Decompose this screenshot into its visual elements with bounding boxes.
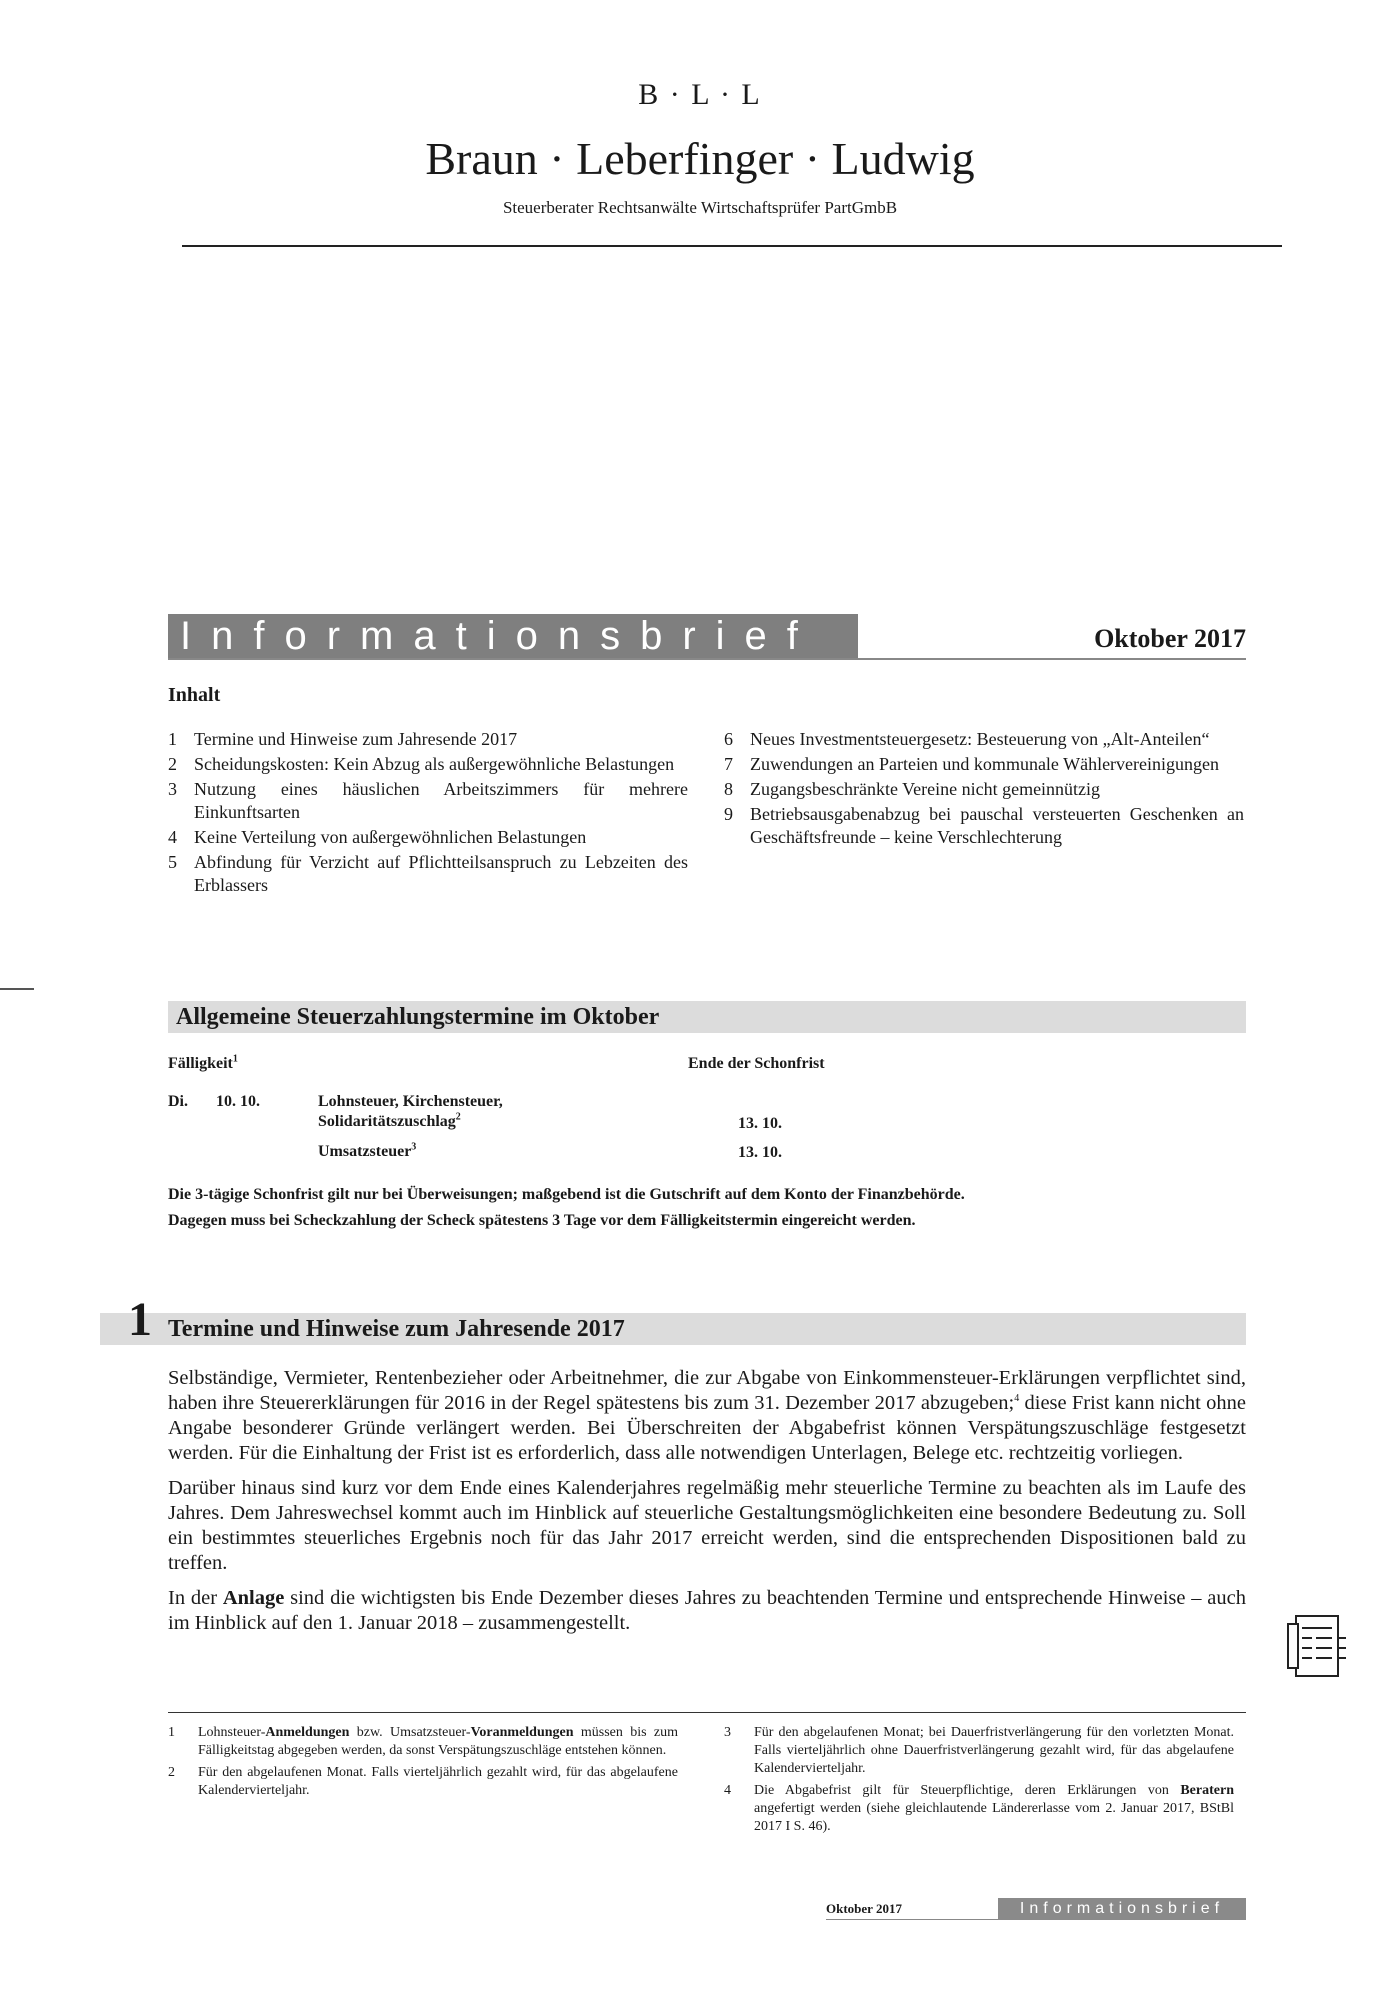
newsletter-date: Oktober 2017 (1094, 624, 1246, 653)
footnote-ref[interactable]: 3 (411, 1141, 417, 1153)
footnote-ref[interactable]: 4 (1014, 1393, 1020, 1405)
contents-item-number: 6 (724, 729, 733, 749)
footnote-number: 4 (724, 1783, 731, 1798)
contents-item[interactable] (168, 778, 688, 824)
tax-row-1-grace-date: 13. 10. (738, 1115, 782, 1132)
footnote-number: 1 (168, 1725, 175, 1740)
contents-item-text: Abfindung für Verzicht auf Pflichtteilsanspruch zu Lebzeiten des Erblassers (194, 852, 688, 895)
tax-row-2-label: Umsatzsteuer (318, 1143, 412, 1160)
paragraph-text: sind die wichtigsten bis Ende Dezember dieses Jahres zu beachtenden Termine und entsprechende Hinweise – auch im Hinblick auf den 1. Januar 2018 – zusammengestellt. (168, 1587, 1246, 1634)
footer-divider (826, 1919, 998, 1920)
contents-item[interactable] (168, 753, 688, 776)
letterhead-divider (182, 245, 1282, 247)
contents-item[interactable] (724, 753, 1244, 776)
contents-item-number: 8 (724, 779, 733, 799)
paragraph-text: diese Frist kann nicht ohne Angabe besonderer Gründe verlängert werden. Bei Überschreiten der Abgabefrist können Verspätungszuschläge festgesetzt werden. Für die Einhaltung der Frist ist es erforderlich, dass alle notwendigen Unterlagen, Belege etc. rechtzeitig vorliegen. (168, 1392, 1246, 1464)
tax-dates-heading: Allgemeine Steuerzahlungstermine im Oktober (176, 1004, 660, 1030)
letterhead-firm-name: Braun · Leberfinger · Ludwig (425, 133, 975, 184)
footnote-text: Die Abgabefrist gilt für Steuerpflichtige, deren Erklärungen von Beratern angefertigt werden (siehe gleichlautende Ländererlasse vom 2. Januar 2017, BStBl 2017 I S. 46). (754, 1783, 1234, 1834)
footnotes-divider (168, 1712, 1246, 1713)
tax-row-1-label: Solidaritätszuschlag (318, 1113, 456, 1130)
footer-date: Oktober 2017 (826, 1901, 902, 1916)
due-weekday: Di. (168, 1093, 188, 1110)
tax-row-2-grace-date: 13. 10. (738, 1144, 782, 1161)
contents-item[interactable] (724, 728, 1244, 751)
footnote-text: Für den abgelaufenen Monat; bei Dauerfristverlängerung für den vorletzten Monat. Falls vierteljährlich ohne Dauerfristverlängerung gezahlt wird, für das abgelaufene Kalendervierteljahr. (754, 1725, 1234, 1776)
attachment-reference: Anlage (222, 1587, 285, 1609)
footnote-number: 3 (724, 1725, 731, 1740)
contents-right-column (724, 728, 1244, 851)
margin-fold-mark (0, 988, 34, 990)
tax-row-2 (318, 1143, 416, 1161)
contents-item-text: Neues Investmentsteuergesetz: Besteuerung von „Alt-Anteilen“ (750, 729, 1210, 749)
paragraph-text: Selbständige, Vermieter, Rentenbezieher oder Arbeitnehmer, die zur Abgabe von Einkommensteuer-Erklärungen verpflichtet sind, haben ihre Steuererklärungen für 2016 in der Regel spätestens bis zum 31. Dezember 2017 abzugeben; (168, 1367, 1246, 1414)
grace-period-note (168, 1182, 1246, 1234)
footnote-text: Für den abgelaufenen Monat. Falls vierteljährlich gezahlt wird, für das abgelaufene Kalendervierteljahr. (198, 1765, 678, 1798)
grace-period-note-line-2: Dagegen muss bei Scheckzahlung der Scheck spätestens 3 Tage vor dem Fälligkeitstermin eingereicht werden. (168, 1212, 916, 1229)
contents-item-number: 3 (168, 779, 177, 799)
footnotes-right-column (724, 1724, 1234, 1840)
contents-item-text: Nutzung eines häuslichen Arbeitszimmers für mehrere Einkunftsarten (194, 779, 688, 822)
section-1-number: 1 (128, 1293, 152, 1346)
newsletter-banner: Informationsbrief (168, 614, 858, 658)
footnotes-left-column (168, 1724, 678, 1804)
footnote-1 (168, 1724, 678, 1760)
contents-item-text: Keine Verteilung von außergewöhnlichen Belastungen (194, 827, 587, 847)
section-1-paragraph-3 (168, 1586, 1246, 1636)
contents-item-text: Scheidungskosten: Kein Abzug als außergewöhnliche Belastungen (194, 754, 675, 774)
tax-row-1-line-1: Lohnsteuer, Kirchensteuer, (318, 1093, 503, 1110)
footnote-3 (724, 1724, 1234, 1778)
contents-item-number: 2 (168, 754, 177, 774)
grace-period-column-header: Ende der Schonfrist (688, 1055, 825, 1072)
section-1-paragraph-1 (168, 1366, 1246, 1466)
section-1-paragraph-2: Darüber hinaus sind kurz vor dem Ende eines Kalenderjahres regelmäßig mehr steuerliche Termine zu beachten als im Laufe des Jahres. Dem Jahreswechsel kommt auch im Hinblick auf steuerliche Gestaltungsmöglichkeiten eine besondere Bedeutung zu. Soll ein bestimmtes steuerliches Ergebnis noch für das Jahr 2017 erreicht werden, sind die entsprechenden Dispositionen bald zu treffen. (168, 1477, 1246, 1574)
contents-item[interactable] (168, 826, 688, 849)
contents-title: Inhalt (168, 684, 221, 706)
due-date-column-header (168, 1055, 238, 1073)
contents-item[interactable] (168, 728, 688, 751)
footnote-ref[interactable]: 1 (232, 1053, 238, 1065)
letterhead-initials: B · L · L (638, 78, 762, 111)
contents-item[interactable] (724, 803, 1244, 849)
grace-period-note-line-1: Die 3-tägige Schonfrist gilt nur bei Überweisungen; maßgebend ist die Gutschrift auf dem Konto der Finanzbehörde. (168, 1186, 965, 1203)
footer-brand: Informationsbrief (998, 1898, 1246, 1920)
footnote-number: 2 (168, 1765, 175, 1780)
contents-item-text: Zugangsbeschränkte Vereine nicht gemeinnützig (750, 779, 1101, 799)
footnote-text: Lohnsteuer-Anmeldungen bzw. Umsatzsteuer-Voranmeldungen müssen bis zum Fälligkeitstag abgegeben werden, da sonst Verspätungszuschläge entstehen können. (198, 1725, 678, 1758)
section-1-heading: Termine und Hinweise zum Jahresende 2017 (168, 1316, 625, 1342)
banner-underline (168, 658, 1246, 660)
due-date: 10. 10. (216, 1093, 260, 1110)
contents-item-number: 5 (168, 852, 177, 872)
section-1-body (168, 1366, 1246, 1646)
contents-left-column (168, 728, 688, 899)
contents-item[interactable] (168, 851, 688, 897)
tax-row-1-line-2 (318, 1113, 461, 1131)
letterhead-subtitle: Steuerberater Rechtsanwälte Wirtschaftsprüfer PartGmbB (502, 198, 898, 217)
footnote-ref[interactable]: 2 (455, 1111, 461, 1123)
contents-item-number: 1 (168, 729, 177, 749)
contents-item-number: 7 (724, 754, 733, 774)
contents-item-number: 4 (168, 827, 177, 847)
contents-item-text: Zuwendungen an Parteien und kommunale Wählervereinigungen (750, 754, 1220, 774)
checklist-icon (1286, 1614, 1348, 1678)
contents-item-number: 9 (724, 804, 733, 824)
contents-item-text: Betriebsausgabenabzug bei pauschal versteuerten Geschenken an Geschäftsfreunde – keine Verschlechterung (750, 804, 1244, 847)
contents-item[interactable] (724, 778, 1244, 801)
due-date-label: Fälligkeit (168, 1055, 233, 1072)
footnote-4 (724, 1782, 1234, 1836)
contents-item-text: Termine und Hinweise zum Jahresende 2017 (194, 729, 518, 749)
footnote-2 (168, 1764, 678, 1800)
paragraph-text: In der (168, 1587, 223, 1609)
